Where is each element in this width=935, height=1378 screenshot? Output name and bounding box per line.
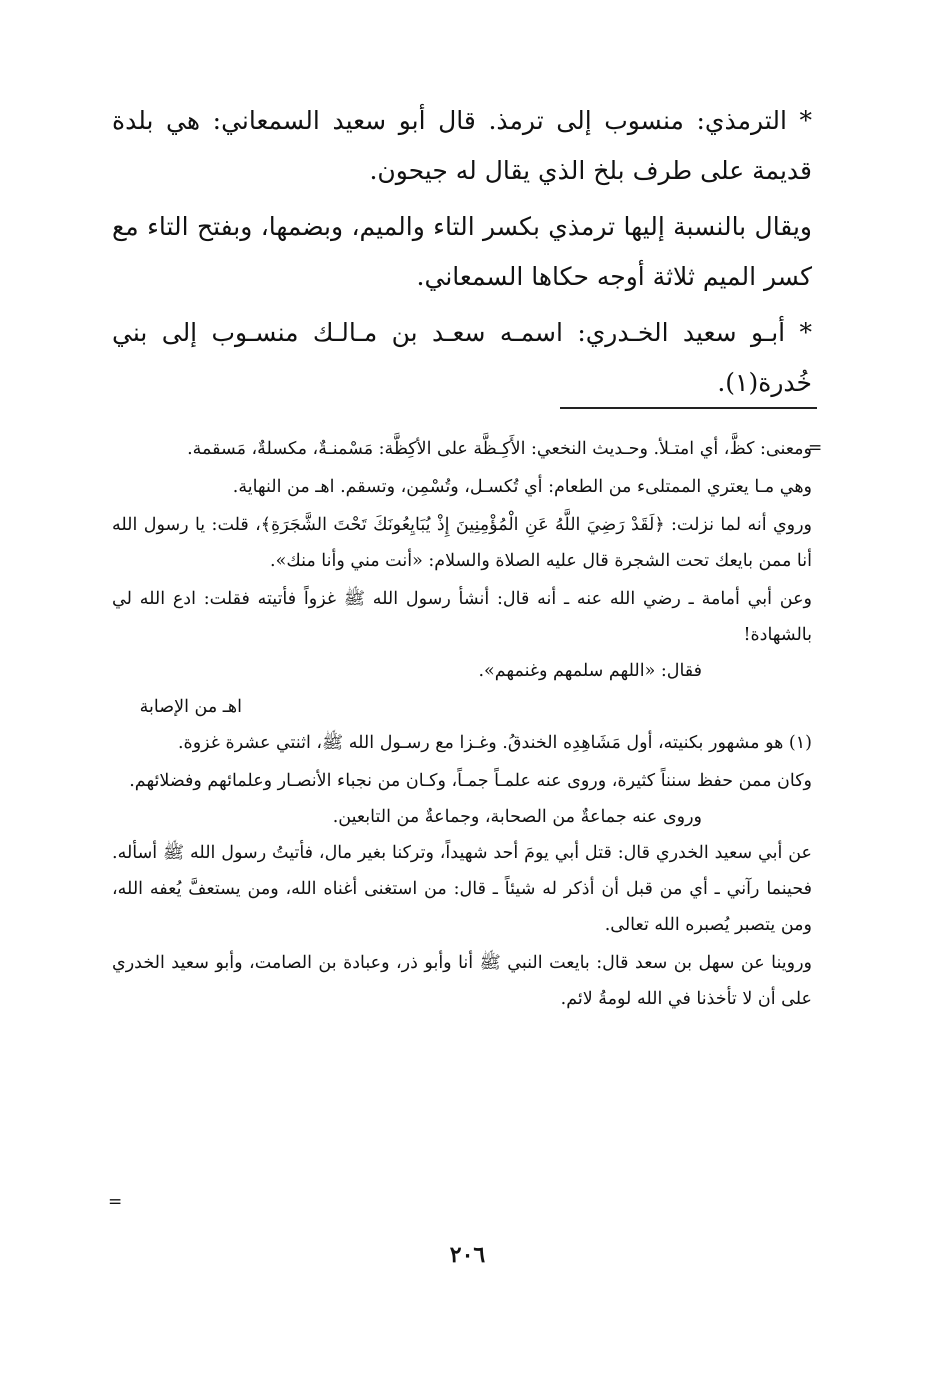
- footnote-line: عن أبي سعيد الخدري قال: قتل أبي يومَ أحد شهيداً، وتركنا بغير مال، فأتيتُ رسول الله ﷺ أسأله. فحينما رآني ـ أي من قبل أن أذكر له شيئاً ـ قال: من استغنى أغناه الله، ومن يستعفَّ يُعفه الله، ومن يتصبر يُصبره الله تعالى.: [112, 843, 812, 935]
- footnote-line: وهي مـا يعتري الممتلىء من الطعام: أي تُكسـل، وتُسْمِن، وتسقم. اهـ من النهاية.: [232, 477, 812, 497]
- paragraph-nisba: ويقال بالنسبة إليها ترمذي بكسر التاء والميم، وبضمها، وبفتح التاء مع كسر الميم ثلاثة أوجه حكاها السمعاني.: [112, 212, 812, 291]
- footnote-line: وكان ممن حفظ سنناً كثيرة، وروى عنه علمـاً جمـاً، وكـان من نجباء الأنصـار وعلمائهم وفضلائهم.: [129, 771, 812, 791]
- footnote-line: وروى عنه جماعةٌ من الصحابة، وجماعةٌ من التابعين.: [332, 807, 702, 827]
- main-text: [112, 96, 812, 408]
- footnote-divider: [560, 407, 817, 409]
- paragraph-abu-said: * أبـو سعيد الخـدري: اسمـه سعـد بن مـالـك منسـوب إلى بني خُدرة(١).: [112, 318, 812, 397]
- paragraph-tirmidhi: * الترمذي: منسوب إلى ترمذ. قال أبو سعيد السمعاني: هي بلدة قديمة على طرف بلخ الذي يقال له جيحون.: [112, 106, 812, 185]
- footnote-source: اهـ من الإصابة: [139, 697, 242, 717]
- footnote-line: (١) هو مشهور بكنيته، أول مَشَاهِدِه الخندقُ. وغـزا مع رسـول الله ﷺ، اثنتي عشرة غزوة.: [177, 733, 812, 753]
- footnote-line: فقال: «اللهم سلمهم وغنمهم».: [478, 661, 702, 681]
- end-continuation-mark: =: [108, 1192, 123, 1212]
- footnote-line: ومعنى: كظَّ، أي امتـلأ. وحـديث النخعي: الأَكِـظَّة على الأكِظَّة: مَسْمنـةٌ، مكسلةٌ، مَسقمة.: [187, 439, 812, 459]
- continuation-mark: =: [808, 438, 823, 458]
- footnote-line: وعن أبي أمامة ـ رضي الله عنه ـ أنه قال: أنشأ رسول الله ﷺ غزواً فأتيته فقلت: ادع الله لي بالشهادة!: [112, 589, 812, 645]
- page-number: ٢٠٦: [449, 1242, 486, 1268]
- footnote-line: وروي أنه لما نزلت: ﴿لَقَدْ رَضِيَ اللَّهُ عَنِ الْمُؤْمِنِينَ إِذْ يُبَايِعُونَكَ تَحْتَ الشَّجَرَةِ﴾، قلت: يا رسول الله أنا ممن بايعك تحت الشجرة قال عليه الصلاة والسلام: «أنت مني وأنا منك».: [112, 515, 812, 571]
- footnotes: [112, 431, 812, 1017]
- footnote-line: وروينا عن سهل بن سعد قال: بايعت النبي ﷺ أنا وأبو ذر، وعبادة بن الصامت، وأبو سعيد الخدري على أن لا تأخذنا في الله لومةُ لائم.: [112, 953, 812, 1009]
